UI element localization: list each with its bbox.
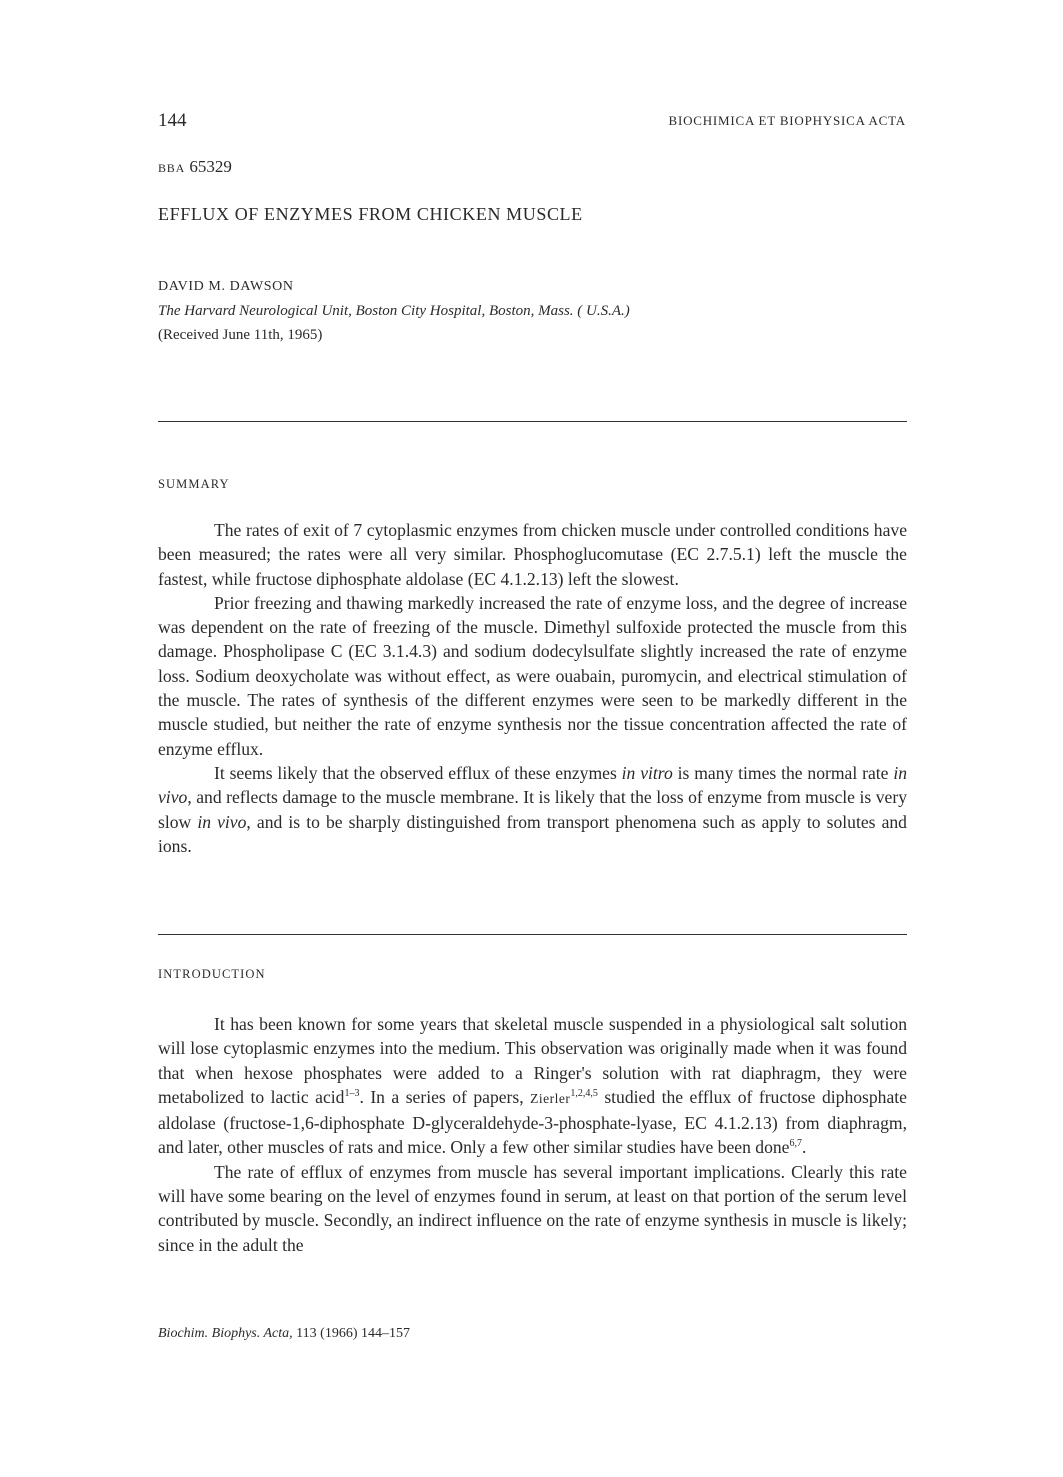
citation-superscript: 1–3 <box>344 1088 360 1100</box>
footer-reference: 113 (1966) 144–157 <box>292 1326 410 1341</box>
introduction-body <box>158 1012 907 1257</box>
footer-journal: Biochim. Biophys. Acta, <box>158 1326 293 1341</box>
article-title: EFFLUX OF ENZYMES FROM CHICKEN MUSCLE <box>158 204 583 224</box>
divider-bottom <box>158 934 907 935</box>
introduction-heading: INTRODUCTION <box>158 967 266 981</box>
introduction-paragraph-1: It has been known for some years that skeletal muscle suspended in a physiological salt solution will lose cytoplasmic enzymes into the medium. This observation was originally made when it was found that when hexose phosphates were added to a Ringer's solution with rat diaphragm, they were metabolized to lactic acid$^{1-3}$. In a series of papers, Zierler$^{1,2,4,5}$ studied the efflux of fructose diphosphate aldolase (fructose-1,6-diphosphate D-glyceraldehyde-3-phosphate-lyase, EC 4.1.2.13) from diaphragm, and later, other muscles of rats and mice. Only a few other similar studies have been done$^{6,7}$. <box>158 1014 907 1158</box>
summary-body <box>158 518 907 858</box>
bba-prefix: BBA <box>158 161 186 175</box>
footer-citation <box>158 1326 410 1342</box>
citation-superscript: 1,2,4,5 <box>570 1088 598 1100</box>
divider-top <box>158 421 907 422</box>
summary-heading: SUMMARY <box>158 477 230 491</box>
summary-paragraph-1: The rates of exit of 7 cytoplasmic enzymes from chicken muscle under controlled conditions have been measured; the rates were all very similar. Phosphoglucomutase (EC 2.7.5.1) left the muscle the fastest, while fructose diphosphate aldolase (EC 4.1.2.13) left the slowest. <box>158 520 907 589</box>
introduction-paragraph-2: The rate of efflux of enzymes from muscle has several important implications. Clearly this rate will have some bearing on the level of enzymes found in serum, at least on that portion of the serum level contributed by muscle. Secondly, an indirect influence on the rate of enzyme synthesis in muscle is likely; since in the adult the <box>158 1161 907 1255</box>
page-number: 144 <box>158 110 187 131</box>
running-header-journal: BIOCHIMICA ET BIOPHYSICA ACTA <box>668 113 906 128</box>
summary-paragraph-3: It seems likely that the observed efflux of these enzymes in vitro is many times the normal rate in vivo, and reflects damage to the muscle membrane. It is likely that the loss of enzyme from muscle is very slow in vivo, and is to be sharply distinguished from transport phenomena such as apply to solutes and ions. <box>158 762 907 856</box>
author-affiliation: The Harvard Neurological Unit, Boston City Hospital, Boston, Mass. ( U.S.A.) <box>158 303 630 319</box>
summary-paragraph-2: Prior freezing and thawing markedly increased the rate of enzyme loss, and the degree of increase was dependent on the rate of freezing of the muscle. Dimethyl sulfoxide protected the muscle from this damage. Phospholipase C (EC 3.1.4.3) and sodium dodecylsulfate slightly increased the rate of enzyme loss. Sodium deoxycholate was without effect, as were ouabain, puromycin, and electrical stimulation of the muscle. The rates of synthesis of the different enzymes were seen to be markedly different in the muscle studied, but neither the rate of enzyme synthesis nor the tissue concentration affected the rate of enzyme efflux. <box>158 592 907 759</box>
cited-author: Zierler <box>530 1090 571 1106</box>
author-name: DAVID M. DAWSON <box>158 279 294 294</box>
received-date: (Received June 11th, 1965) <box>158 327 323 343</box>
citation-superscript: 6,7 <box>789 1138 802 1150</box>
bba-number: 65329 <box>189 157 232 176</box>
bba-id <box>158 157 232 177</box>
